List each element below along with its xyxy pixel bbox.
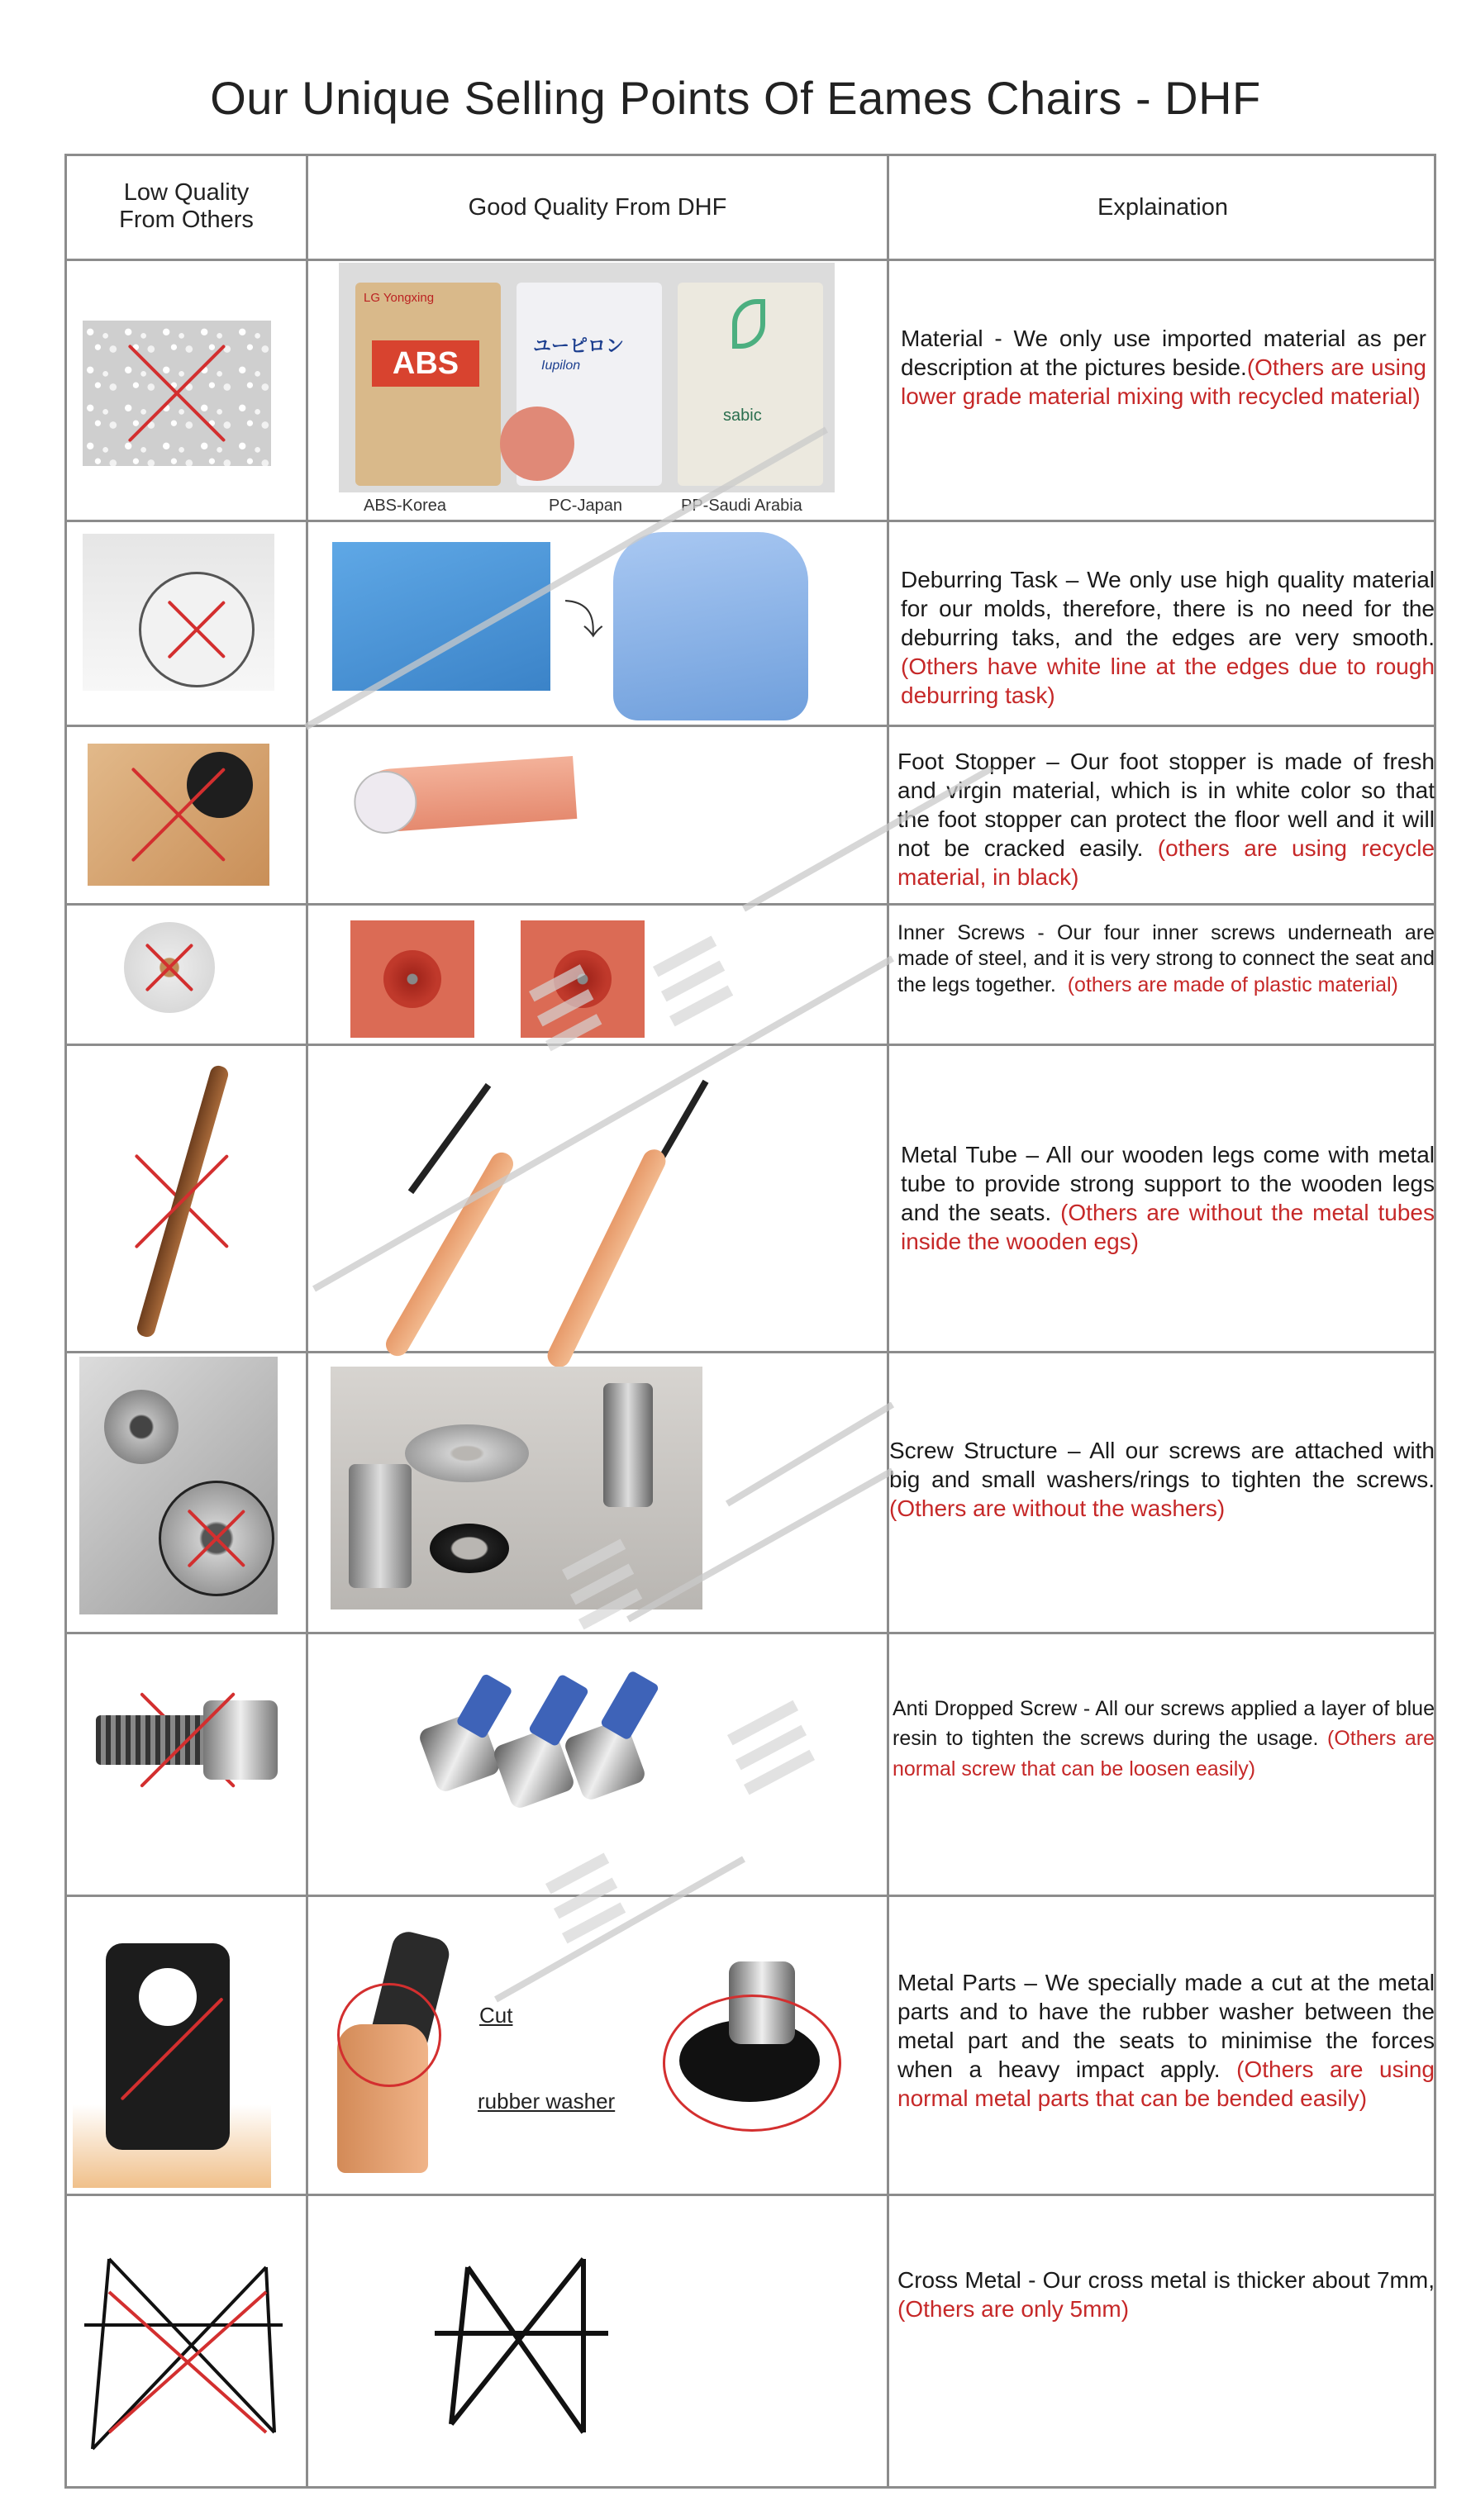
explanation-text: Metal Tube – All our wooden legs come with metal tube to provide strong support to the wooden legs and the seats. — [901, 1142, 1435, 1225]
row-divider — [67, 2194, 1434, 2196]
caption-cut: Cut — [479, 2003, 513, 2028]
wooden-leg — [382, 1148, 517, 1360]
column-divider — [887, 156, 889, 2486]
column-divider — [306, 156, 308, 2486]
caption-rubber-washer: rubber washer — [478, 2089, 616, 2113]
cut-highlight-circle — [337, 1983, 441, 2087]
explanation-foot-stopper — [897, 747, 1435, 892]
explanation-material — [901, 324, 1426, 411]
explanation-metal-tube — [901, 1140, 1435, 1256]
zoom-circle — [139, 572, 255, 687]
metal-bracket — [106, 1943, 230, 2150]
row-divider — [67, 725, 1434, 727]
explanation-metal-parts — [897, 1968, 1435, 2113]
explanation-others: (Others are using lower grade material mixing with recycled material) — [901, 354, 1426, 409]
explanation-others: (Others are normal screw that can be loosen easily) — [893, 1727, 1435, 1781]
screw-insert — [383, 950, 441, 1008]
black-foot-stopper-photo — [88, 744, 269, 886]
explanation-others: (Others are without the washers) — [889, 1495, 1226, 1521]
normal-screw-photo — [96, 1695, 279, 1785]
recycled-pellets-photo — [83, 321, 271, 466]
spring-washer — [430, 1524, 509, 1573]
rubber-washer-photo — [679, 1961, 828, 2102]
rough-edge-seat-photo — [83, 534, 274, 691]
metal-tube — [408, 1083, 492, 1194]
explanation-text: Deburring Task – We only use high quality material for our molds, therefore, there is no need for the deburring taks, and the edges are very smooth. — [901, 567, 1435, 650]
header-explanation: Explaination — [1097, 194, 1228, 221]
screw-head — [203, 1700, 278, 1780]
explanation-others: (Others are using normal metal parts that can be bended easily) — [897, 2056, 1435, 2111]
explanation-others: (others are made of plastic material) — [1067, 972, 1398, 996]
header-good-quality: Good Quality From DHF — [468, 194, 727, 221]
header-low-quality: Low Quality From Others — [119, 179, 254, 234]
bracket-hole — [139, 1968, 197, 2026]
washer-highlight-circle — [663, 1995, 841, 2132]
material-bags-photo — [339, 263, 835, 492]
explanation-others: (Others have white line at the edges due to rough deburring task) — [901, 654, 1435, 708]
wooden-leg — [544, 1146, 669, 1372]
blue-seat-shell-photo — [613, 532, 808, 720]
explanation-text: Cross Metal - Our cross metal is thicker about 7mm, — [897, 2267, 1435, 2293]
thick-cross-metal-photo — [418, 2242, 625, 2449]
explanation-cross-metal — [897, 2266, 1435, 2323]
row-divider — [67, 520, 1434, 522]
pc-bag-logo — [500, 407, 574, 481]
material-label-abs: ABS-Korea — [364, 497, 447, 515]
screw-head — [104, 1390, 179, 1464]
explanation-text: Metal Parts – We specially made a cut at the metal parts and to have the rubber washer between the metal part and the seats to minimise the forces when a heavy impact apply. — [897, 1970, 1435, 2082]
explanation-text: Material - We only use imported material as per description at the pictures beside. — [901, 326, 1426, 380]
material-label-pc: PC-Japan — [549, 497, 622, 515]
screw-insert — [554, 950, 612, 1008]
zoom-circle — [159, 1481, 274, 1596]
row-divider — [67, 1044, 1434, 1046]
row-divider — [67, 1632, 1434, 1634]
abs-bag-label: ABS — [372, 340, 479, 387]
pp-bag-brand: sabic — [723, 407, 762, 425]
explanation-text: Foot Stopper – Our foot stopper is made of fresh and virgin material, which is in white color so that the foot stopper can protect the floor well and it will not be cracked easily. — [897, 749, 1435, 861]
page-title: Our Unique Selling Points Of Eames Chairs - DHF — [210, 72, 1261, 124]
screws-with-washers-photo — [331, 1367, 702, 1609]
steel-inner-screw-photo-2 — [521, 920, 645, 1038]
blue-chair-photo — [332, 542, 550, 691]
explanation-text: Screw Structure – All our screws are attached with big and small washers/rings to tighten the screws. — [889, 1438, 1435, 1492]
steel-inner-screw-photo-1 — [350, 920, 474, 1038]
pc-bag-image — [517, 283, 662, 486]
normal-metal-part-photo — [73, 1910, 271, 2188]
thin-cross-metal-photo — [76, 2242, 299, 2465]
assembled-screw — [603, 1383, 653, 1507]
plastic-inner-screw-photo — [124, 922, 215, 1013]
screw-without-washer-photo — [79, 1357, 278, 1614]
pc-bag-brand: ユーピロン — [533, 335, 625, 356]
arrow-icon: ⤵ — [564, 599, 604, 643]
explanation-text: Anti Dropped Screw - All our screws applied a layer of blue resin to tighten the screws during the usage. — [893, 1697, 1435, 1751]
legs-with-tube-photo — [388, 1072, 736, 1353]
cap-screw — [349, 1464, 412, 1588]
material-label-pp: PP-Saudi Arabia — [681, 497, 802, 515]
explanation-text: Inner Screws - Our four inner screws underneath are made of steel, and it is very strong to connect the seat and the legs together. — [897, 921, 1435, 996]
row-divider — [67, 259, 1434, 261]
screw-thread — [96, 1715, 212, 1765]
abs-bag-brand: LG Yongxing — [364, 291, 435, 305]
leg-without-tube-photo — [91, 1061, 273, 1342]
explanation-anti-dropped-screw — [893, 1694, 1435, 1784]
row-divider — [67, 903, 1434, 906]
explanation-others: (Others are only 5mm) — [897, 2296, 1130, 2322]
screw-head — [563, 1718, 648, 1803]
cut-metal-part-photo — [337, 1933, 453, 2173]
blue-resin-screws-photo — [418, 1661, 666, 1809]
wooden-leg — [136, 1064, 231, 1339]
explanation-deburring — [901, 565, 1435, 710]
pp-bag-logo — [732, 299, 765, 349]
pp-bag-image — [678, 283, 823, 486]
pc-bag-sub: Iupilon — [541, 359, 581, 373]
screw-head — [492, 1726, 577, 1811]
row-divider — [67, 1351, 1434, 1353]
explanation-others: (others are using recycle material, in black) — [897, 835, 1435, 890]
explanation-screw-structure — [889, 1436, 1435, 1523]
row-divider — [67, 1895, 1434, 1897]
black-stopper — [187, 752, 253, 818]
abs-bag-image — [355, 283, 501, 486]
large-washer — [405, 1424, 529, 1482]
explanation-inner-screws — [897, 920, 1435, 998]
explanation-others: (Others are without the metal tubes inside the wooden egs) — [901, 1200, 1435, 1254]
